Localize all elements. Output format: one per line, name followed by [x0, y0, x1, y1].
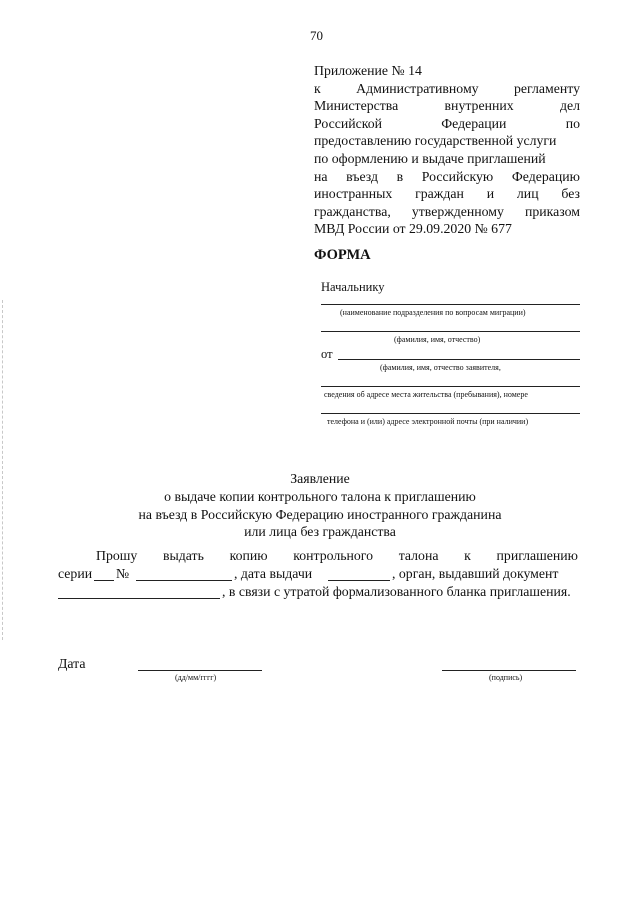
signature-hint: (подпись) — [489, 673, 523, 682]
from-label: от — [321, 347, 333, 361]
date-format-hint: (дд/мм/гггг) — [175, 673, 217, 682]
body-line — [58, 565, 578, 583]
body-word: к — [464, 548, 471, 563]
reason-text: , в связи с утратой формализованного бланка приглашения. — [222, 584, 571, 599]
authority-input-line[interactable] — [58, 598, 220, 599]
address-hint: сведения об адресе места жительства (пребывания), номере — [324, 390, 528, 399]
appendix-word: регламенту — [514, 80, 580, 96]
contacts-input-line[interactable] — [321, 413, 580, 414]
appendix-word: внутренних — [444, 98, 514, 114]
appendix-word: на — [314, 168, 328, 184]
appendix-word: дел — [559, 98, 580, 114]
appendix-word: Федерации — [441, 115, 507, 131]
statement-title-line: о выдаче копии контрольного талона к приглашению — [164, 488, 476, 504]
appendix-word: лиц — [516, 186, 539, 202]
addressee-label: Начальнику — [321, 280, 385, 294]
appendix-word: въезд — [346, 168, 378, 184]
body-line — [58, 547, 578, 565]
fio-input-line[interactable] — [321, 331, 580, 332]
appendix-line — [314, 62, 580, 80]
appendix-word: МВД России от 29.09.2020 № 677 — [314, 221, 512, 237]
division-hint: (наименование подразделения по вопросам миграции) — [340, 308, 526, 317]
statement-title-line: на въезд в Российскую Федерацию иностранного гражданина — [138, 506, 502, 522]
appendix-word: приказом — [524, 203, 580, 219]
date-input-line[interactable] — [138, 670, 262, 671]
appendix-header — [314, 62, 580, 238]
appendix-word: по оформлению и выдаче приглашений — [314, 150, 546, 166]
appendix-word: гражданства, — [314, 203, 391, 219]
appendix-word: Российской — [314, 115, 382, 131]
authority-label: , орган, выдавший документ — [392, 566, 559, 581]
body-word: копию — [229, 548, 268, 563]
appendix-word: в — [396, 168, 404, 184]
appendix-line — [314, 115, 580, 133]
issue-date-input-line[interactable] — [328, 580, 390, 581]
number-input-line[interactable] — [136, 580, 232, 581]
applicant-input-line[interactable] — [338, 359, 580, 360]
series-input-line[interactable] — [94, 580, 114, 581]
form-title: ФОРМА — [314, 247, 371, 263]
body-line — [58, 583, 578, 601]
body-word: приглашению — [496, 548, 578, 563]
division-input-line[interactable] — [321, 304, 580, 305]
appendix-line — [314, 220, 580, 238]
appendix-word: граждан — [415, 186, 464, 202]
statement-title-line: или лица без гражданства — [244, 524, 396, 540]
series-label: серии — [58, 566, 93, 581]
appendix-word: утвержденному — [411, 203, 504, 219]
date-label: Дата — [58, 656, 86, 671]
contacts-hint: телефона и (или) адресе электронной почты (при наличии) — [327, 417, 529, 426]
statement-title-line: Заявление — [290, 471, 350, 486]
number-sign: № — [116, 566, 130, 581]
address-input-line[interactable] — [321, 386, 580, 387]
appendix-word: предоставлению государственной услуги — [314, 133, 557, 149]
body-word: контрольного — [293, 548, 374, 563]
appendix-line — [314, 185, 580, 203]
appendix-word: без — [561, 186, 580, 202]
appendix-word: Федерацию — [511, 168, 580, 184]
statement-title — [0, 470, 640, 541]
appendix-word: Приложение № 14 — [314, 63, 422, 78]
appendix-word: иностранных — [314, 186, 393, 202]
body-word: талона — [398, 548, 439, 563]
appendix-line — [314, 97, 580, 115]
appendix-line — [314, 150, 580, 168]
appendix-line — [314, 168, 580, 186]
appendix-line — [314, 132, 580, 150]
body-word: выдать — [162, 548, 204, 563]
issue-date-label: , дата выдачи — [234, 566, 313, 581]
appendix-word: Министерства — [314, 98, 399, 114]
body-word: Прошу — [96, 548, 138, 563]
request-body — [58, 547, 578, 601]
appendix-word: Административному — [356, 80, 479, 96]
fio-hint: (фамилия, имя, отчество) — [394, 335, 481, 344]
appendix-line — [314, 203, 580, 221]
appendix-word: и — [486, 186, 495, 202]
page-number: 70 — [310, 28, 323, 43]
signature-input-line[interactable] — [442, 670, 576, 671]
appendix-line — [314, 80, 580, 98]
appendix-word: по — [565, 115, 580, 131]
appendix-word: к — [314, 80, 321, 96]
appendix-word: Российскую — [421, 168, 494, 184]
applicant-hint: (фамилия, имя, отчество заявителя, — [380, 363, 501, 372]
